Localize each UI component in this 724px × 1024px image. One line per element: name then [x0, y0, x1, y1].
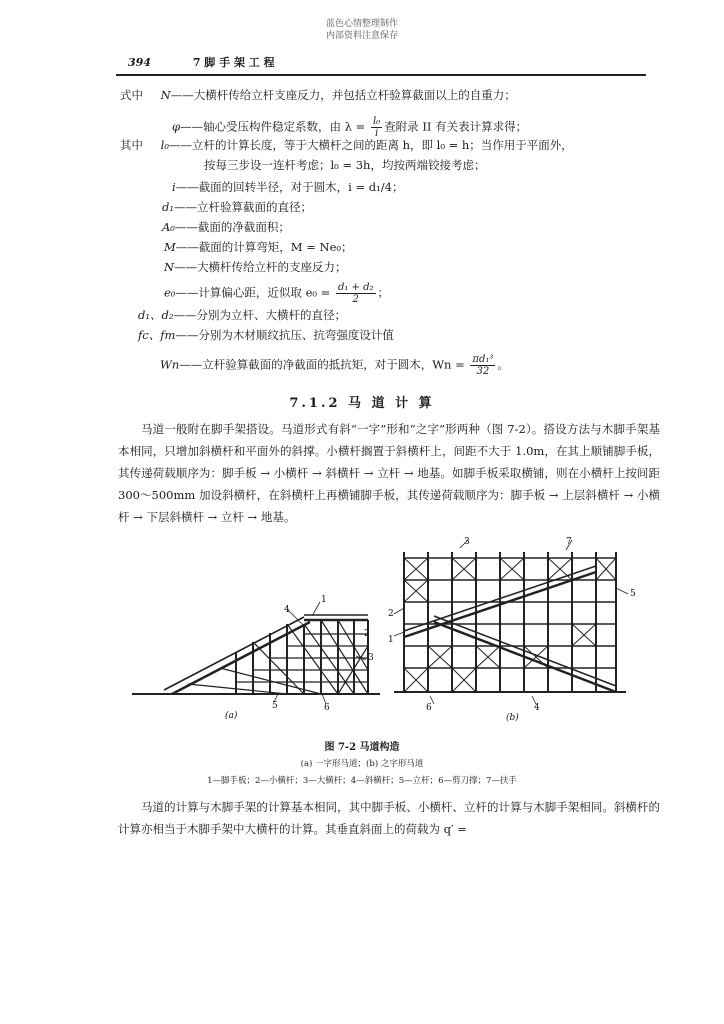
fraction-denominator: 32	[476, 366, 490, 377]
definition-symbol: l₀	[160, 138, 169, 152]
watermark	[0, 18, 724, 42]
definition-phi	[172, 116, 527, 139]
paragraph-text: 马道一般附在脚手架搭设。马道形式有斜“一字”形和“之字”形两种（图 7-2）。搭设方法与木脚手架基本相同，只增加斜横杆和平面外的斜撑。小横杆搁置于斜横杆上，间距不大于 1.0m，在其上顺铺脚手板，其传递荷载顺序为：脚手板 → 小横杆 → 斜横杆 → 立杆 → 地基。如脚手板采取横铺，则在小横杆上按间距 300～500mm 加设斜横杆，在斜横杆上再横铺脚手板，其传递荷载顺序为：脚手板 → 上层斜横杆 → 小横杆 → 下层斜横杆 → 立杆 → 地基。	[118, 422, 660, 524]
definition-symbol: Wn	[160, 357, 180, 372]
definition-d1	[162, 200, 312, 214]
definition-symbol: N	[164, 260, 175, 274]
fraction-l0-over-i	[371, 116, 382, 139]
watermark-line-2: 内部资料注意保存	[325, 31, 398, 41]
definition-text-end: 。	[497, 357, 509, 372]
definition-i	[172, 180, 403, 194]
figure-caption: 图 7-2 马道构造	[324, 742, 400, 753]
callout-a-3: 3	[368, 653, 374, 663]
figure-a-ramp-straight	[128, 590, 390, 732]
definition-text-end: ；	[377, 285, 390, 300]
definition-symbol: M	[164, 240, 176, 254]
page-number: 394	[128, 56, 151, 69]
body-paragraph-1	[118, 418, 660, 528]
fraction-denominator: i	[374, 128, 379, 139]
definition-text: ——大横杆传给立杆支座反力，并包括立杆验算截面以上的自重力；	[170, 88, 516, 102]
definition-symbol: A₀	[162, 220, 175, 234]
callout-b-2: 2	[388, 609, 394, 619]
callout-b-5: 5	[630, 589, 636, 599]
figure-legend: 1—脚手板；2—小横杆；3—大横杆；4—斜横杆；5—立杆；6—剪刀撑；7—扶手	[207, 776, 517, 786]
definition-text: ——截面的回转半径，对于圆木，i = d₁/4；	[175, 180, 404, 194]
definition-symbol: N	[160, 88, 171, 102]
callout-b-1: 1	[388, 635, 394, 645]
figure-b-ramp-zigzag	[390, 536, 640, 726]
definition-symbol: d₁	[162, 200, 174, 214]
running-header	[128, 54, 275, 70]
callout-b-3: 3	[464, 537, 470, 547]
definition-m	[164, 240, 352, 254]
definition-symbol: fc、fm	[138, 328, 176, 342]
fraction-wn	[470, 354, 495, 377]
definition-text: ——轴心受压构件稳定系数，由 λ =	[180, 119, 366, 134]
ramp-slope-upper	[164, 617, 304, 690]
definition-prefix: 其中	[120, 138, 143, 152]
definition-text: ——截面的净截面积；	[174, 220, 290, 234]
definition-symbol: e₀	[164, 285, 176, 300]
definition-text: ——立杆的计算长度，等于大横杆之间的距离 h，即 l₀ = h；当作用于平面外，	[168, 138, 573, 152]
section-title: 7.1.2 马 道 计 算	[289, 396, 435, 411]
callout-a-1: 1	[321, 595, 327, 605]
definition-text: ——计算偏心距，近似取 e₀ =	[175, 285, 331, 300]
definition-text: ——立杆验算截面的直径；	[173, 200, 312, 214]
subfigure-b-label: (b)	[506, 713, 519, 723]
callout-a-5: 5	[272, 701, 278, 711]
callout-b-7: 7	[566, 537, 572, 547]
definition-a0	[162, 220, 290, 234]
fraction-numerator: l₀	[372, 116, 381, 127]
definition-text: ——分别为立杆、大横杆的直径；	[173, 308, 346, 322]
callout-b-6: 6	[426, 703, 432, 713]
definition-l0-continued: 按每三步设一连杆考虑；l₀ = 3h，均按两端铰接考虑；	[204, 158, 486, 172]
watermark-line-1: 蓝色心情整理制作	[325, 19, 398, 29]
definition-symbol: φ	[172, 119, 181, 134]
chapter-title: 7 脚 手 架 工 程	[192, 56, 275, 69]
fraction-numerator: πd₁³	[472, 354, 494, 365]
definition-text: ——分别为木材顺纹抗压、抗弯强度设计值	[175, 328, 394, 342]
header-rule	[116, 74, 646, 76]
body-paragraph-2	[118, 796, 660, 840]
definition-text: ——立杆验算截面的净截面的抵抗矩，对于圆木，Wn =	[179, 357, 465, 372]
callout-b-4: 4	[534, 703, 540, 713]
definition-text: ——大横杆传给立杆的支座反力；	[174, 260, 347, 274]
definition-symbol: i	[172, 180, 176, 194]
definition-text: ——截面的计算弯矩，M = Ne₀；	[175, 240, 353, 254]
figure-subcaption: (a) 一字形马道；(b) 之字形马道	[300, 759, 424, 769]
definition-n	[120, 88, 516, 102]
fraction-e0	[336, 282, 376, 305]
subfigure-a-label: (a)	[225, 711, 238, 721]
definition-prefix: 式中	[120, 88, 143, 102]
fraction-numerator: d₁ + d₂	[337, 282, 374, 293]
definition-e0	[164, 282, 389, 305]
definition-d1-d2	[138, 308, 346, 322]
definition-symbol: d₁、d₂	[138, 308, 174, 322]
definition-l0	[120, 138, 573, 152]
definition-n-reaction	[164, 260, 347, 274]
paragraph-text: 马道的计算与木脚手架的计算基本相同，其中脚手板、小横杆、立杆的计算与木脚手架相同。斜横杆的计算亦相当于木脚手架中大横杆的计算。其垂直斜面上的荷载为 q′ =	[118, 800, 660, 836]
callout-a-4: 4	[284, 605, 290, 615]
definition-fc-fm	[138, 328, 394, 342]
callout-a-2: 2	[364, 629, 370, 639]
definition-text-end: 查附录 II 有关表计算求得；	[384, 119, 528, 134]
callout-a-6: 6	[324, 703, 330, 713]
fraction-denominator: 2	[352, 294, 359, 305]
definition-wn	[160, 354, 509, 377]
